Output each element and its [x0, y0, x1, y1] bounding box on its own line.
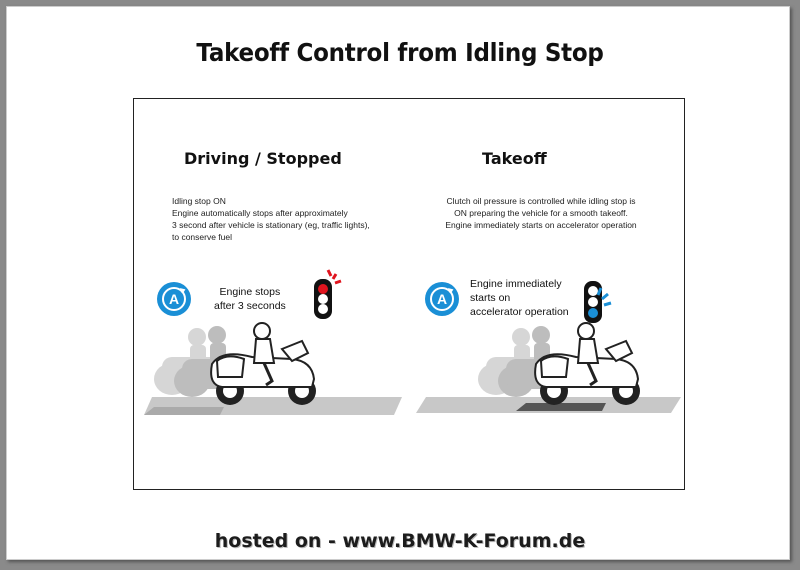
right-caption-line: starts on — [470, 292, 511, 304]
left-desc-line: 3 second after vehicle is stationary (eg, traffic lights), — [172, 220, 370, 230]
left-heading: Driving / Stopped — [184, 149, 342, 168]
left-caption-line: Engine stops — [219, 286, 281, 298]
left-caption-line: after 3 seconds — [214, 300, 286, 312]
motorcycle-rider-takeoff-illustration — [476, 319, 646, 409]
right-caption — [470, 277, 569, 319]
right-heading: Takeoff — [482, 149, 547, 168]
right-description — [416, 195, 666, 231]
right-caption-line: Engine immediately — [470, 278, 562, 290]
left-desc-line: Idling stop ON — [172, 196, 226, 206]
left-caption — [214, 285, 286, 313]
auto-letter: A — [168, 291, 180, 307]
diagram-panel — [133, 98, 685, 490]
auto-mode-icon-right — [424, 281, 460, 317]
right-desc-line: Clutch oil pressure is controlled while idling stop is — [446, 196, 636, 206]
motorcycle-rider-stopped-illustration — [152, 319, 322, 409]
auto-letter: A — [436, 291, 448, 307]
page-title: Takeoff Control from Idling Stop — [196, 38, 604, 67]
right-desc-line: ON preparing the vehicle for a smooth takeoff. — [454, 208, 628, 218]
right-caption-line: accelerator operation — [470, 306, 569, 318]
traffic-light-red-icon — [310, 265, 350, 325]
right-desc-line: Engine immediately starts on accelerator operation — [445, 220, 637, 230]
left-description — [172, 195, 370, 243]
left-desc-line: Engine automatically stops after approximately — [172, 208, 348, 218]
auto-mode-icon-left — [156, 281, 192, 317]
left-desc-line: to conserve fuel — [172, 232, 233, 242]
watermark-footer: hosted on - www.BMW-K-Forum.de — [214, 530, 586, 552]
